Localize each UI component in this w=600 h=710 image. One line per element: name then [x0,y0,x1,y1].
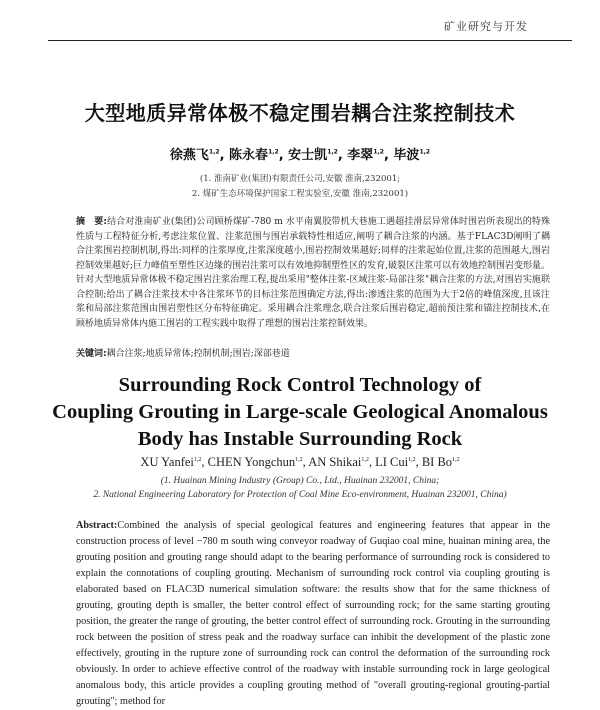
author-name: 毕波 [393,148,420,163]
author-name: BI Bo [421,455,453,469]
title-line: Surrounding Rock Control Technology of [118,374,482,396]
english-title [0,372,600,453]
author-name: XU Yanfei [140,455,194,469]
title-line: Body has Instable Surrounding Rock [137,428,463,450]
chinese-authors: 徐燕飞$^{1,2}$, 陈永春$^{1,2}$, 安士凯$^{1,2}$, 李翠$^{1,2}$, 毕波$^{1,2}$ [169,148,431,163]
author-name: 陈永春 [229,148,269,163]
english-affiliation-1: (1. Huainan Mining Industry (Group) Co., Ltd., Huainan 232001, China; [160,476,440,486]
abstract-text: 结合对淮南矿业(集团)公司顾桥煤矿-780 m 水平南翼胶带机大巷施工遇超挂滑层异常体时围岩所表现出的特殊性质与工程特征分析,考虑注浆位置、注浆范围与围岩承载特性相适应,阐明了耦合注浆的内涵。基于FLAC3D阐明了耦合注浆围岩控制机制,得出:同样的注浆厚度,注浆深度越小,围岩控制效果越好;同样的注浆起始位置,注浆的范围越大,围岩控制效果越好;巨力峰值至塑性区边缘的围岩注浆可以有效地抑制塑性区的发育,破裂区注浆可以有效地控制围岩变形量。针对大型地质异常体极不稳定围岩注浆治理工程,提出采用"整体注浆-区域注浆-局部注浆"耦合注浆的方法,对围岩实施联合控制;给出了耦合注浆技术中各注浆环节的目标注浆范围确定方法,得出:渗透注浆的范围为大于2倍的峰值深度,且该注浆和局部注浆范围由围岩塑性区分布特征确定。采用耦合注浆理念,联合注浆后围岩稳定,超前预注浆和锚注控制技术,在顾桥地质异常体内施工围岩的工程实践中取得了理想的围岩注浆控制效果。 [76,217,550,329]
english-authors: XU Yanfei$^{1,2}$, CHEN Yongchun$^{1,2}$, AN Shikai$^{1,2}$, LI Cui$^{1,2}$, BI Bo$^{1,2}$ [140,455,460,469]
abstract-text: Combined the analysis of special geological features and engineering features that appear in the construction process of level −780 m south wing conveyor roadway of Guqiao coal mine, huainan mining area, the grouting position and grouting range should adapt to the bearing performance of surrounding rock is considered to explain the connotations of coupling grouting. Mechanism of surrounding rock control via coupling grouting is elaborated based on FLAC3D numerical simulation software: the results show that for the same thickness of grouting, grouting depth is smaller, the better control effect of surrounding rock; for the same starting grouting position, the greater the range of grouting, the better control effect of surrounding rock. Grouting in the surrounding rock between the position of stress peak and the roadway surface can inhibit the development of the plastic zone effectively, grouting in the rupture zone of surrounding rock can control the deformation of the surrounding rock obviously. In order to achieve effective control of the roadway with instable surrounding rock in large geological anomalous body, this article provides a coupling grouting method of "overall grouting-regional grouting-partial grouting"; method for [76,520,550,707]
chinese-affiliation-1: (1. 淮南矿业(集团)有限责任公司,安徽 淮南,232001; [199,174,401,184]
journal-name: 矿业研究与开发 [444,20,528,33]
author-name: 徐燕飞 [169,148,209,163]
english-affiliation-2: 2. National Engineering Laboratory for Protection of Coal Mine Eco-environment, Huainan 232001, China) [93,490,507,500]
chinese-keywords [76,346,550,359]
chinese-abstract [76,215,550,331]
author-name: 安士凯 [288,148,328,163]
author-name: LI Cui [375,455,409,469]
english-abstract [76,518,550,710]
author-name: 李翠 [347,148,374,163]
chinese-title: 大型地质异常体极不稳定围岩耦合注浆控制技术 [84,101,516,125]
abstract-label: 摘 要: [76,217,107,227]
title-line: Coupling Grouting in Large-scale Geological Anomalous [52,401,548,423]
author-name: CHEN Yongchun [207,455,296,469]
chinese-affiliation-2: 2. 煤矿生态环境保护国家工程实验室,安徽 淮南,232001) [191,189,409,199]
author-name: AN Shikai [308,455,362,469]
keywords-text: 耦合注浆;地质异常体;控制机制;围岩;深部巷道 [106,349,290,359]
keywords-label: 关键词: [76,349,107,359]
abstract-label: Abstract: [76,520,118,531]
